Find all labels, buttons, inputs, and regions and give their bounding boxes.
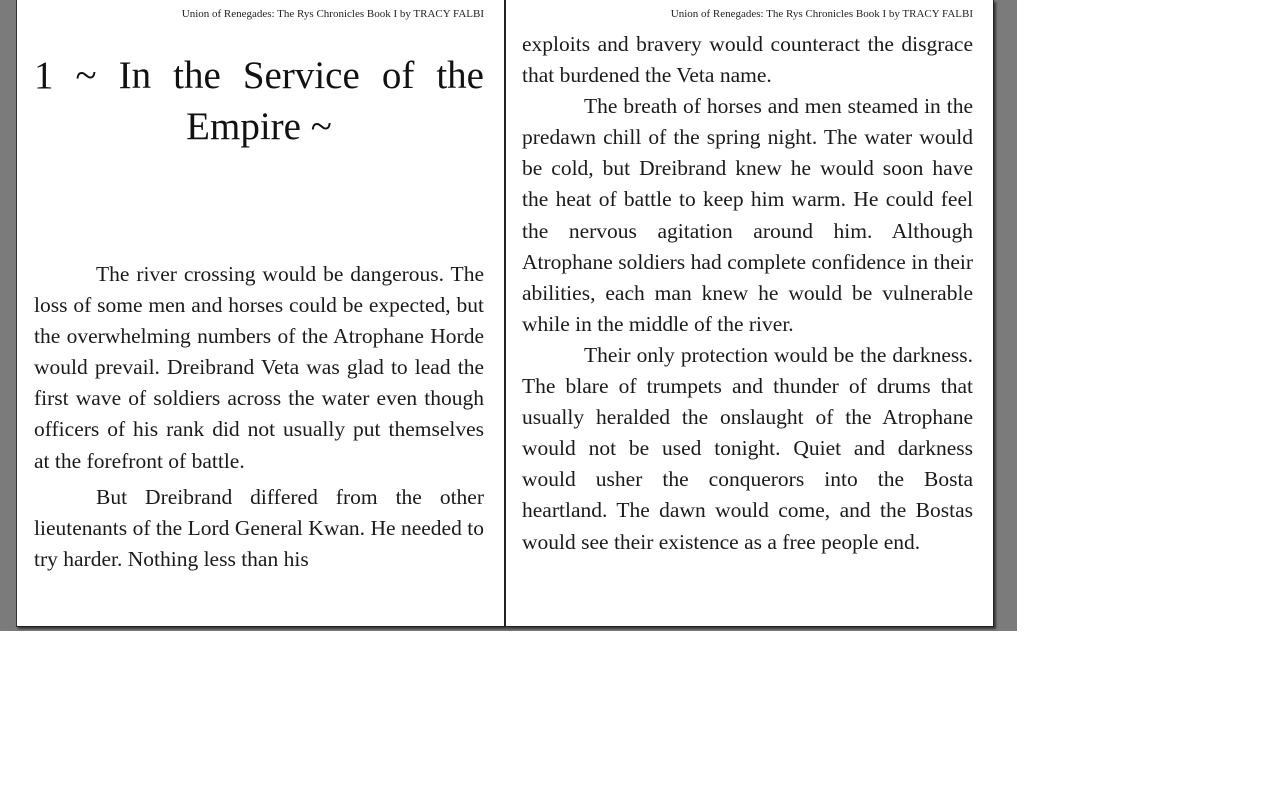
paragraph: exploits and bravery would counteract the disgrace that burdened the Veta name. bbox=[522, 32, 973, 88]
running-header: Union of Renegades: The Rys Chronicles Book I by TRACY FALBI bbox=[670, 8, 973, 20]
paragraph: Their only protection would be the darkness. The blare of trumpets and thunder of drums that usually heralded the onslaught of the Atrophane would not be used tonight. Quiet and darkness would usher the conquerors into the Bosta heartland. The dawn would come, and the Bostas would see their existence as a free people end. bbox=[522, 342, 973, 554]
book-page-right bbox=[505, 0, 994, 627]
book-page-left bbox=[16, 0, 505, 627]
chapter-title: 1 ~ In the Service of the Empire ~ bbox=[34, 54, 484, 148]
page-body bbox=[522, 29, 973, 558]
paragraph: The breath of horses and men steamed in the predawn chill of the spring night. The water would be cold, but Dreibrand knew he would soon have the heat of battle to keep him warm. He could feel the nervous agitation around him. Although Atrophane soldiers had complete confidence in their abilities, each man knew he would be vulnerable while in the middle of the river. bbox=[522, 94, 973, 336]
running-header: Union of Renegades: The Rys Chronicles Book I by TRACY FALBI bbox=[181, 8, 484, 20]
page-body bbox=[34, 259, 484, 575]
paragraph: The river crossing would be dangerous. The loss of some men and horses could be expected, but the overwhelming numbers of the Atrophane Horde would prevail. Dreibrand Veta was glad to lead the first wave of soldiers across the water even though officers of his rank did not usually put themselves at the forefront of battle. bbox=[34, 262, 484, 473]
paragraph: But Dreibrand differed from the other lieutenants of the Lord General Kwan. He needed to try harder. Nothing less than his bbox=[34, 484, 484, 571]
